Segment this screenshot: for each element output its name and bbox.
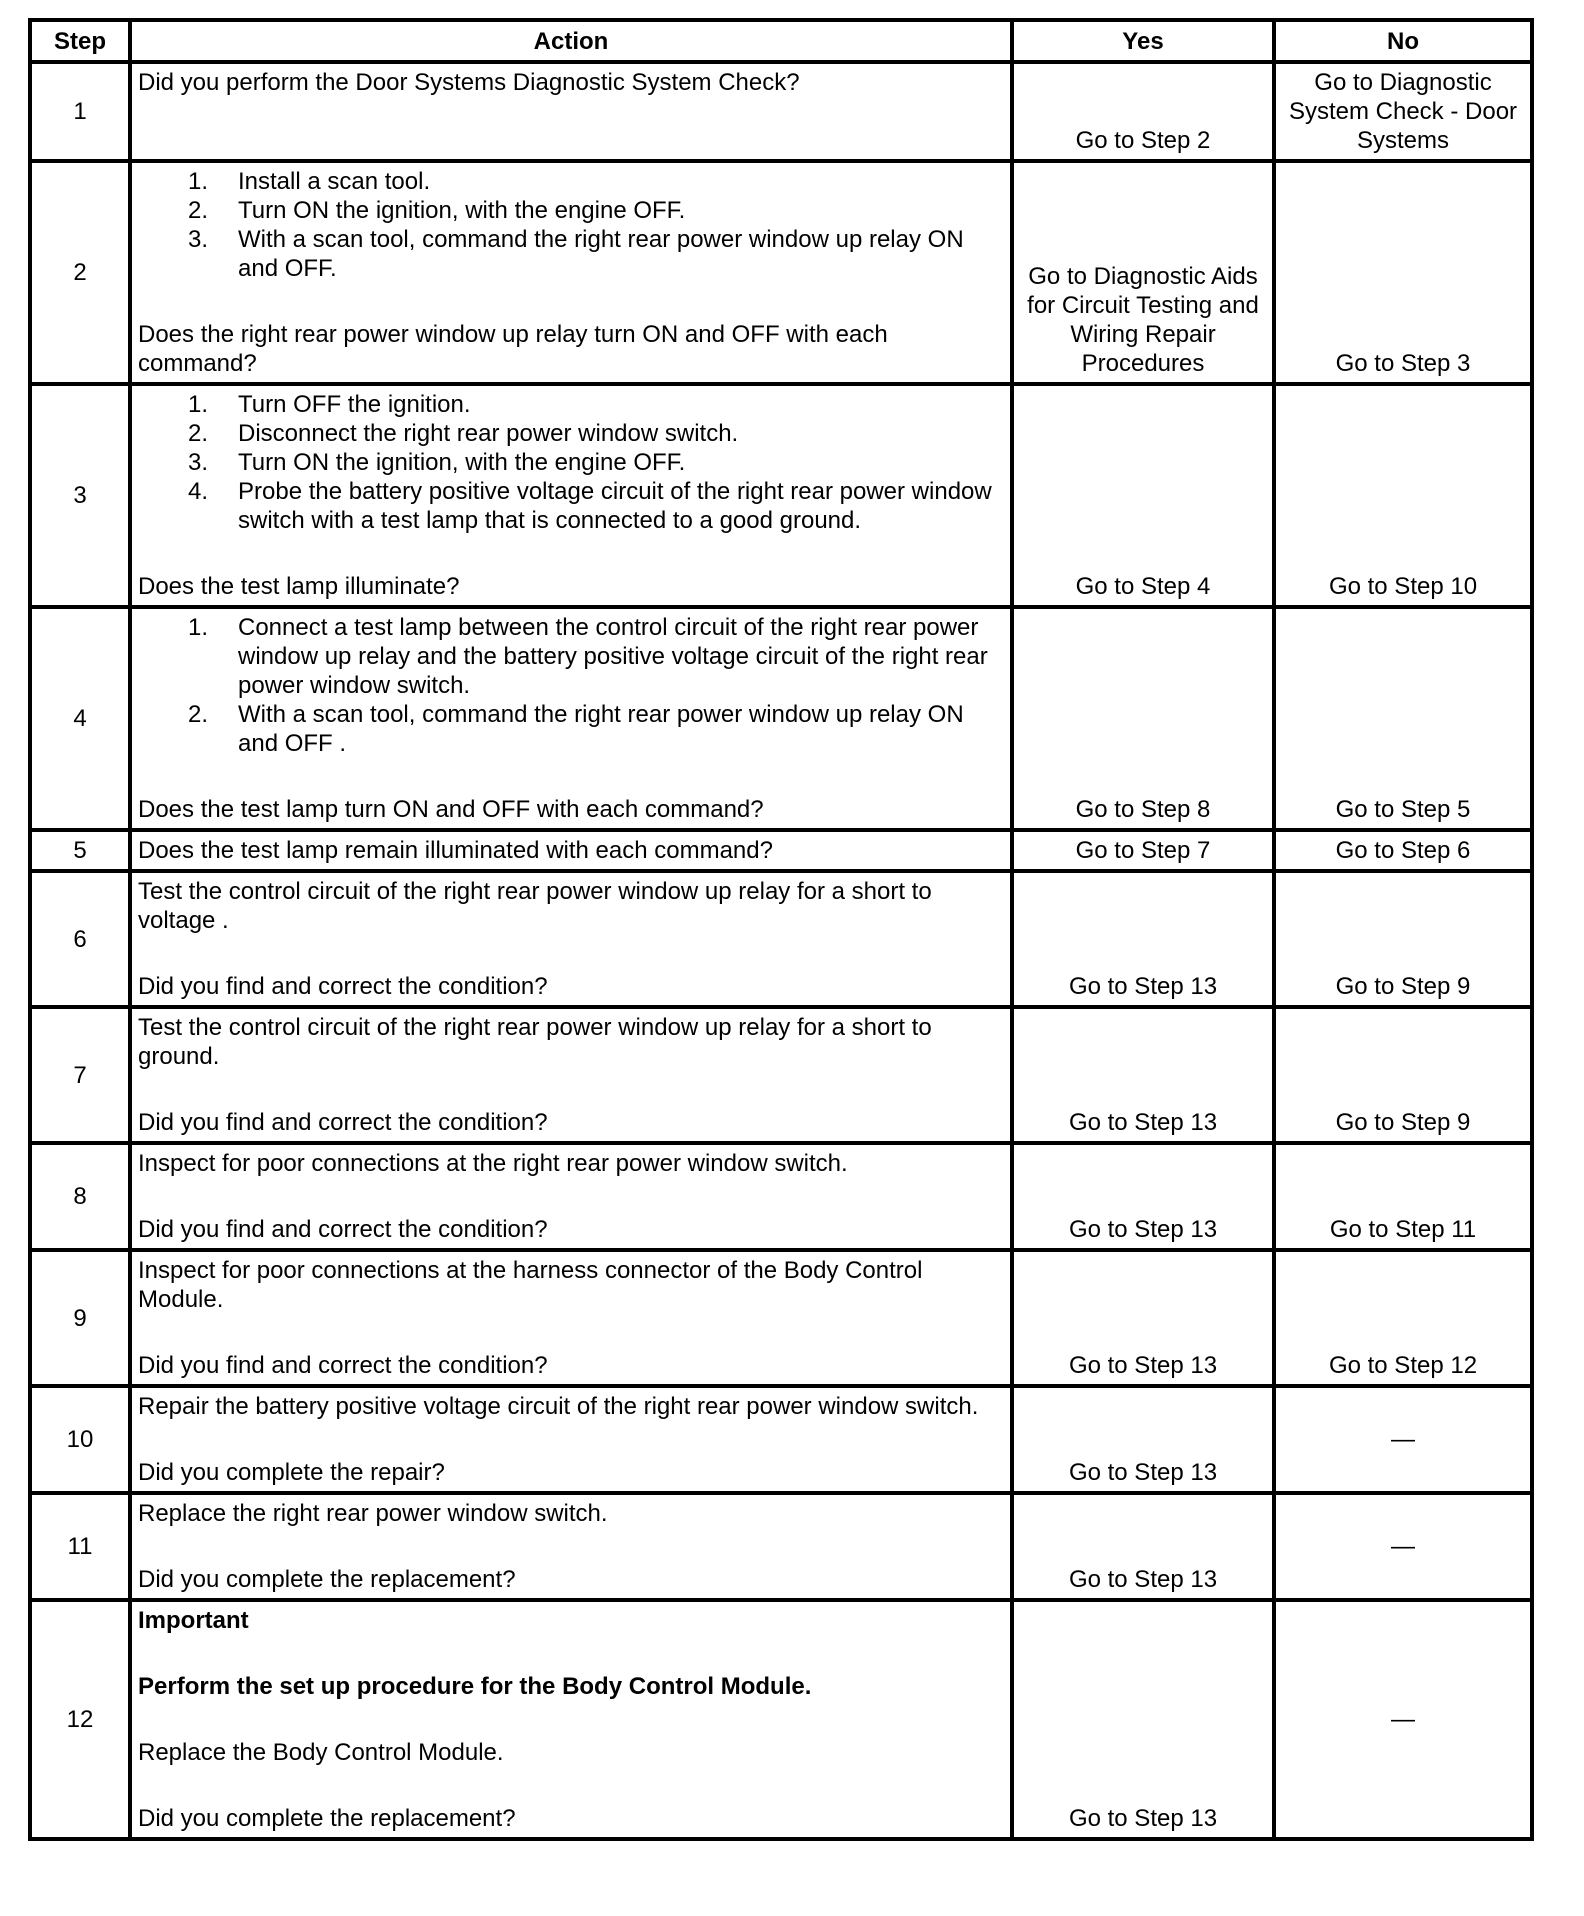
instruction: Replace the Body Control Module. — [138, 1739, 504, 1766]
step-number: 8 — [30, 1143, 130, 1250]
yes-cell: Go to Step 2 — [1012, 62, 1274, 161]
action-cell — [130, 1007, 1012, 1143]
instruction: Inspect for poor connections at the harness connector of the Body Control Module. — [138, 1257, 923, 1313]
question: Did you complete the replacement? — [138, 1805, 516, 1832]
question: Did you find and correct the condition? — [138, 1216, 548, 1243]
instruction: Inspect for poor connections at the right rear power window switch. — [138, 1150, 848, 1177]
list-item: 1. Connect a test lamp between the control circuit of the right rear power window up relay and the battery positive voltage circuit of the right rear power window switch. — [188, 614, 988, 699]
table-row — [30, 871, 1532, 1007]
step-number: 7 — [30, 1007, 130, 1143]
instruction-list — [138, 613, 1004, 758]
header-row — [30, 20, 1532, 62]
step-number: 9 — [30, 1250, 130, 1386]
table-row — [30, 1493, 1532, 1600]
action-cell — [130, 871, 1012, 1007]
step-number: 12 — [30, 1600, 130, 1839]
list-item: 2. Turn ON the ignition, with the engine OFF. — [188, 197, 686, 224]
step-number: 3 — [30, 384, 130, 607]
table-row — [30, 1386, 1532, 1493]
list-item: 1. Install a scan tool. — [188, 168, 431, 195]
table-row — [30, 1007, 1532, 1143]
action-cell — [130, 1386, 1012, 1493]
header-no: No — [1274, 20, 1532, 62]
question: Did you find and correct the condition? — [138, 973, 548, 1000]
header-action: Action — [130, 20, 1012, 62]
action-cell — [130, 607, 1012, 830]
table-row — [30, 607, 1532, 830]
yes-cell: Go to Diagnostic Aids for Circuit Testing and Wiring Repair Procedures — [1012, 161, 1274, 384]
yes-cell: Go to Step 13 — [1012, 1007, 1274, 1143]
list-item: 3. With a scan tool, command the right rear power window up relay ON and OFF. — [188, 226, 964, 282]
step-number: 5 — [30, 830, 130, 871]
instruction-list — [138, 390, 1004, 535]
no-cell: Go to Step 11 — [1274, 1143, 1532, 1250]
question: Does the test lamp remain illuminated with each command? — [138, 837, 773, 864]
instruction: Test the control circuit of the right rear power window up relay for a short to ground. — [138, 1014, 932, 1070]
instruction: Replace the right rear power window switch. — [138, 1500, 608, 1527]
step-number: 1 — [30, 62, 130, 161]
step-number: 2 — [30, 161, 130, 384]
instruction: Repair the battery positive voltage circuit of the right rear power window switch. — [138, 1393, 979, 1420]
question: Does the test lamp turn ON and OFF with each command? — [138, 796, 764, 823]
no-cell: Go to Step 3 — [1274, 161, 1532, 384]
yes-cell: Go to Step 8 — [1012, 607, 1274, 830]
action-cell — [130, 1250, 1012, 1386]
yes-cell: Go to Step 13 — [1012, 1250, 1274, 1386]
no-cell: — — [1274, 1600, 1532, 1839]
list-item: 1. Turn OFF the ignition. — [188, 391, 471, 418]
instruction-list — [138, 167, 1004, 283]
step-number: 10 — [30, 1386, 130, 1493]
header-yes: Yes — [1012, 20, 1274, 62]
list-item: 3. Turn ON the ignition, with the engine OFF. — [188, 449, 686, 476]
question: Did you perform the Door Systems Diagnostic System Check? — [138, 69, 800, 96]
list-item: 4. Probe the battery positive voltage circuit of the right rear power window switch with a test lamp that is connected to a good ground. — [188, 478, 992, 534]
no-cell: Go to Step 10 — [1274, 384, 1532, 607]
list-item: 2. Disconnect the right rear power window switch. — [188, 420, 739, 447]
yes-cell: Go to Step 13 — [1012, 1493, 1274, 1600]
table-row — [30, 62, 1532, 161]
action-cell — [130, 1493, 1012, 1600]
question: Did you find and correct the condition? — [138, 1109, 548, 1136]
yes-cell: Go to Step 4 — [1012, 384, 1274, 607]
action-cell — [130, 161, 1012, 384]
important-heading: Important — [138, 1607, 249, 1634]
no-cell: — — [1274, 1493, 1532, 1600]
important-note: Perform the set up procedure for the Body Control Module. — [138, 1673, 812, 1700]
no-cell: Go to Step 12 — [1274, 1250, 1532, 1386]
table-row — [30, 384, 1532, 607]
yes-cell: Go to Step 13 — [1012, 1600, 1274, 1839]
question: Did you complete the repair? — [138, 1459, 445, 1486]
yes-cell: Go to Step 13 — [1012, 1386, 1274, 1493]
no-cell: — — [1274, 1386, 1532, 1493]
table-row — [30, 1600, 1532, 1839]
step-number: 4 — [30, 607, 130, 830]
step-number: 11 — [30, 1493, 130, 1600]
action-cell — [130, 62, 1012, 161]
diagnostic-table — [28, 18, 1534, 1841]
question: Does the test lamp illuminate? — [138, 573, 460, 600]
no-cell: Go to Step 9 — [1274, 1007, 1532, 1143]
step-number: 6 — [30, 871, 130, 1007]
yes-cell: Go to Step 7 — [1012, 830, 1274, 871]
question: Did you complete the replacement? — [138, 1566, 516, 1593]
no-cell: Go to Step 9 — [1274, 871, 1532, 1007]
list-item: 2. With a scan tool, command the right rear power window up relay ON and OFF . — [188, 701, 964, 757]
table-row — [30, 1143, 1532, 1250]
table-row — [30, 830, 1532, 871]
action-cell — [130, 1600, 1012, 1839]
no-cell: Go to Step 6 — [1274, 830, 1532, 871]
action-cell — [130, 384, 1012, 607]
header-step: Step — [30, 20, 130, 62]
no-cell: Go to Step 5 — [1274, 607, 1532, 830]
question: Does the right rear power window up relay turn ON and OFF with each command? — [138, 321, 888, 377]
question: Did you find and correct the condition? — [138, 1352, 548, 1379]
action-cell — [130, 1143, 1012, 1250]
table-row — [30, 1250, 1532, 1386]
no-cell: Go to Diagnostic System Check - Door Systems — [1274, 62, 1532, 161]
yes-cell: Go to Step 13 — [1012, 871, 1274, 1007]
instruction: Test the control circuit of the right rear power window up relay for a short to voltage . — [138, 878, 932, 934]
action-cell — [130, 830, 1012, 871]
table-row — [30, 161, 1532, 384]
yes-cell: Go to Step 13 — [1012, 1143, 1274, 1250]
